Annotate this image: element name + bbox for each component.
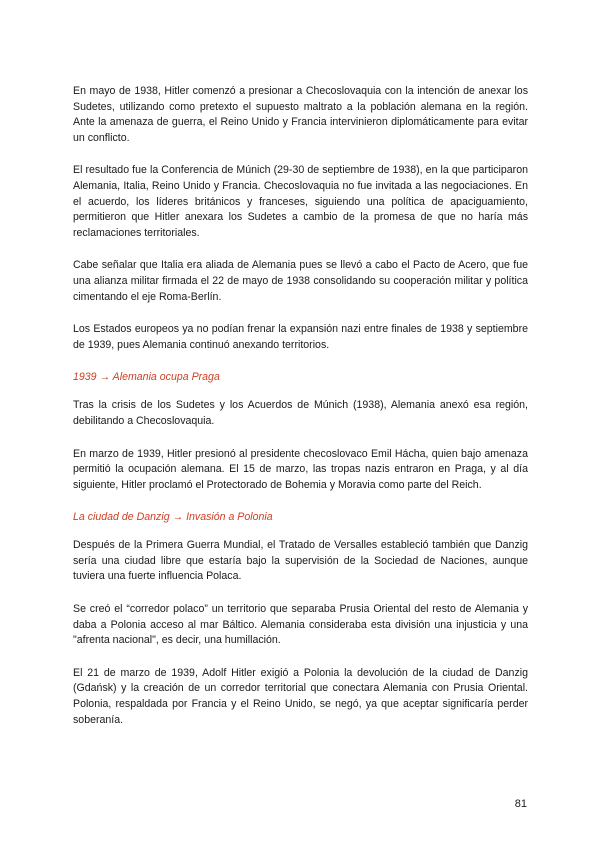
paragraph-sudetes-crisis: Tras la crisis de los Sudetes y los Acuerdos de Múnich (1938), Alemania anexó esa región, debilitando a Checoslovaquia. (73, 399, 528, 427)
section-heading-danzig: La ciudad de Danzig → Invasión a Polonia (73, 511, 273, 524)
page-number: 81 (514, 798, 527, 810)
paragraph-prague-occupation: En marzo de 1939, Hitler presionó al presidente checoslovaco Emil Hácha, quien bajo amenaza permitió la ocupación alemana. El 15 de marzo, las tropas nazis entraron en Praga, y al día siguiente, Hitler proclamó el Protectorado de Bohemia y Moravia como parte del Reich. (73, 447, 528, 491)
paragraph-munich-conference: El resultado fue la Conferencia de Múnich (29-30 de septiembre de 1938), en la que participaron Alemania, Italia, Reino Unido y Francia. Checoslovaquia no fue invitada a las negociaciones. En el acuerdo, los líderes británicos y franceses, siguiendo una política de apaciguamiento, permitieron que Hitler anexara los Sudetes a cambio de la promesa de que no haría más reclamaciones territoriales. (73, 164, 528, 239)
paragraph-pact-of-steel: Cabe señalar que Italia era aliada de Alemania pues se llevó a cabo el Pacto de Acero, que fue una alianza militar firmada el 22 de mayo de 1938 consolidando su cooperación militar y política cimentando el eje Roma-Berlín. (73, 259, 528, 303)
paragraph-hitler-demand: El 21 de marzo de 1939, Adolf Hitler exigió a Polonia la devolución de la ciudad de Danzig (Gdańsk) y la creación de un corredor territorial que conectara Alemania con Prusia Oriental. Polonia, respaldada por Francia y el Reino Unido, se negó, ya que aceptar significaría perder soberanía. (73, 666, 528, 726)
paragraph-polish-corridor: Se creó el “corredor polaco” un territorio que separaba Prusia Oriental del resto de Alemania y daba a Polonia acceso al mar Báltico. Alemania consideraba esta división una injusticia y una "afrenta nacional", es decir, una humillación. (73, 603, 528, 647)
section-heading-praga: 1939 → Alemania ocupa Praga (73, 371, 220, 384)
paragraph-versailles-danzig: Después de la Primera Guerra Mundial, el Tratado de Versalles estableció también que Danzig sería una ciudad libre que estaría bajo la supervisión de la Sociedad de Naciones, aunque tuviera una fuerte influencia Polaca. (73, 539, 528, 583)
paragraph-munich-pressure: En mayo de 1938, Hitler comenzó a presionar a Checoslovaquia con la intención de anexar los Sudetes, utilizando como pretexto el supuesto maltrato a la población alemana en la región. Ante la amenaza de guerra, el Reino Unido y Francia intervinieron diplomáticamente para evitar un conflicto. (73, 85, 528, 144)
paragraph-nazi-expansion: Los Estados europeos ya no podían frenar la expansión nazi entre finales de 1938 y septiembre de 1939, pues Alemania continuó anexando territorios. (73, 323, 528, 351)
page-content (73, 84, 528, 745)
